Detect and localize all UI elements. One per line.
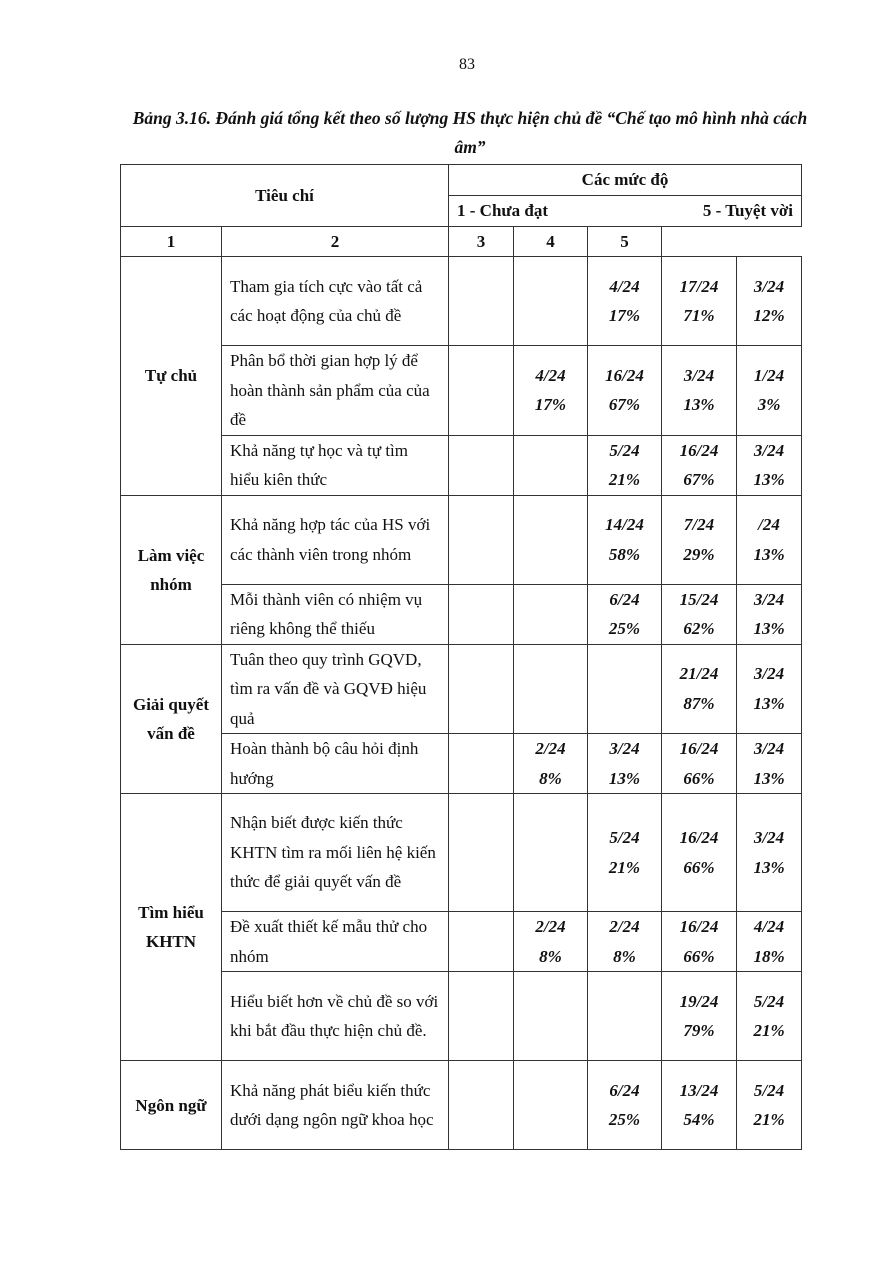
header-row-top <box>121 165 802 196</box>
level-4-cell <box>662 435 737 495</box>
count-value: 6/24 <box>609 589 640 609</box>
count-value: 21/24 <box>679 664 719 684</box>
count-value: 3/24 <box>753 276 785 296</box>
group-label: Tự chủ <box>121 257 222 496</box>
table-row <box>121 495 802 584</box>
count-value: 6/24 <box>609 1080 640 1100</box>
criterion-cell: Khả năng hợp tác của HS với các thành viên trong nhóm <box>222 495 449 584</box>
percent-value: 54% <box>683 1110 715 1129</box>
level-3-cell <box>588 644 662 734</box>
level-1-cell <box>449 346 514 436</box>
criterion-cell: Tham gia tích cực vào tất cả các hoạt động của chủ đề <box>222 257 449 346</box>
count-value: 1/24 <box>753 365 785 385</box>
level-2-header: 2 <box>222 227 449 257</box>
header-row-levels <box>121 227 802 257</box>
percent-value: 13% <box>753 768 785 788</box>
table-row <box>121 346 802 436</box>
level-2-cell <box>514 346 588 436</box>
percent-value: 62% <box>683 619 715 638</box>
count-value: 3/24 <box>753 739 785 758</box>
level-4-cell <box>662 1061 737 1150</box>
percent-value: 67% <box>608 395 641 415</box>
percent-value: 79% <box>683 1021 715 1040</box>
percent-value: 66% <box>683 857 715 877</box>
level-2-cell <box>514 644 588 734</box>
percent-value: 13% <box>683 395 715 415</box>
percent-value: 66% <box>683 768 715 788</box>
count-value: 2/24 <box>609 917 640 936</box>
count-value: 5/24 <box>753 1080 785 1100</box>
criterion-cell: Phân bổ thời gian hợp lý để hoàn thành sản phẩm của của đề <box>222 346 449 436</box>
count-value: /24 <box>758 515 780 534</box>
percent-value: 66% <box>683 946 715 966</box>
count-value: 16/24 <box>679 828 719 847</box>
level-3-cell <box>588 435 662 495</box>
criterion-cell: Khả năng tự học và tự tìm hiểu kiên thức <box>222 435 449 495</box>
count-value: 14/24 <box>605 515 644 534</box>
level-4-cell <box>662 346 737 436</box>
level-3-cell <box>588 794 662 912</box>
percent-value: 87% <box>683 693 715 713</box>
percent-value: 3% <box>757 395 781 415</box>
percent-value: 67% <box>683 470 715 489</box>
level-3-cell <box>588 584 662 644</box>
percent-value: 21% <box>608 470 641 489</box>
count-value: 16/24 <box>679 440 719 460</box>
percent-value: 13% <box>753 693 785 713</box>
percent-value: 13% <box>753 619 785 638</box>
table-row <box>121 257 802 346</box>
level-2-cell <box>514 794 588 912</box>
percent-value: 25% <box>608 1110 641 1129</box>
count-value: 5/24 <box>609 440 640 460</box>
level-5-cell <box>737 495 802 584</box>
level-1-cell <box>449 972 514 1061</box>
scale-header <box>449 196 802 227</box>
percent-value: 17% <box>534 395 567 415</box>
table-row <box>121 912 802 972</box>
percent-value: 8% <box>613 946 636 966</box>
percent-value: 21% <box>608 857 641 877</box>
scale-high-label: 5 - Tuyệt vời <box>702 201 794 220</box>
levels-header: Các mức độ <box>449 165 802 196</box>
count-value: 19/24 <box>679 991 719 1011</box>
scale-low-label: 1 - Chưa đạt <box>457 201 548 220</box>
criterion-cell: Hoàn thành bộ câu hỏi định hướng <box>222 734 449 794</box>
count-value: 3/24 <box>753 440 785 460</box>
group-label: Tìm hiểu KHTN <box>121 794 222 1061</box>
level-5-cell <box>737 257 802 346</box>
count-value: 5/24 <box>753 991 785 1011</box>
count-value: 3/24 <box>753 664 785 684</box>
level-2-cell <box>514 972 588 1061</box>
level-5-cell <box>737 794 802 912</box>
level-5-header: 5 <box>588 227 662 257</box>
percent-value: 71% <box>683 306 715 325</box>
level-3-cell <box>588 1061 662 1150</box>
group-label: Ngôn ngữ <box>121 1061 222 1150</box>
count-value: 16/24 <box>605 365 644 385</box>
level-4-cell <box>662 972 737 1061</box>
table-row <box>121 644 802 734</box>
table-row <box>121 584 802 644</box>
level-4-cell <box>662 912 737 972</box>
percent-value: 58% <box>608 544 641 564</box>
level-1-header: 1 <box>121 227 222 257</box>
criteria-header: Tiêu chí <box>121 165 449 227</box>
percent-value: 13% <box>753 857 785 877</box>
percent-value: 12% <box>753 306 785 325</box>
level-1-cell <box>449 912 514 972</box>
level-1-cell <box>449 435 514 495</box>
level-1-cell <box>449 495 514 584</box>
level-1-cell <box>449 584 514 644</box>
page-number: 83 <box>459 56 475 73</box>
percent-value: 21% <box>753 1110 785 1129</box>
level-3-header: 3 <box>449 227 514 257</box>
level-2-cell <box>514 257 588 346</box>
count-value: 3/24 <box>609 739 640 758</box>
table-row <box>121 972 802 1061</box>
level-3-cell <box>588 495 662 584</box>
count-value: 2/24 <box>535 917 566 936</box>
count-value: 7/24 <box>683 515 715 534</box>
table-row <box>121 1061 802 1150</box>
level-4-cell <box>662 734 737 794</box>
percent-value: 13% <box>753 544 785 564</box>
level-2-cell <box>514 435 588 495</box>
level-5-cell <box>737 972 802 1061</box>
level-5-cell <box>737 1061 802 1150</box>
percent-value: 17% <box>608 306 641 325</box>
count-value: 3/24 <box>753 828 785 847</box>
criterion-cell: Đề xuất thiết kế mẫu thử cho nhóm <box>222 912 449 972</box>
level-2-cell <box>514 734 588 794</box>
criterion-cell: Mỗi thành viên có nhiệm vụ riêng không thể thiếu <box>222 584 449 644</box>
level-1-cell <box>449 644 514 734</box>
level-4-cell <box>662 584 737 644</box>
percent-value: 18% <box>753 946 785 966</box>
level-5-cell <box>737 734 802 794</box>
count-value: 3/24 <box>683 365 715 385</box>
level-3-cell <box>588 912 662 972</box>
count-value: 16/24 <box>679 739 719 758</box>
level-3-cell <box>588 734 662 794</box>
level-5-cell <box>737 584 802 644</box>
count-value: 2/24 <box>535 739 566 758</box>
level-2-cell <box>514 584 588 644</box>
level-3-cell <box>588 257 662 346</box>
table-row <box>121 734 802 794</box>
level-2-cell <box>514 495 588 584</box>
table-row <box>121 794 802 912</box>
level-1-cell <box>449 257 514 346</box>
table-body <box>121 165 802 1150</box>
count-value: 3/24 <box>753 589 785 609</box>
level-1-cell <box>449 1061 514 1150</box>
level-1-cell <box>449 794 514 912</box>
level-3-cell <box>588 972 662 1061</box>
criterion-cell: Tuân theo quy trình GQVD, tìm ra vấn đề và GQVĐ hiệu quả <box>222 644 449 734</box>
evaluation-table <box>120 164 802 1150</box>
count-value: 13/24 <box>679 1080 719 1100</box>
count-value: 16/24 <box>679 917 719 936</box>
criterion-cell: Hiểu biết hơn về chủ đề so với khi bắt đầu thực hiện chủ đề. <box>222 972 449 1061</box>
count-value: 4/24 <box>753 917 785 936</box>
level-4-header: 4 <box>514 227 588 257</box>
count-value: 15/24 <box>679 589 719 609</box>
percent-value: 29% <box>683 544 715 564</box>
level-3-cell <box>588 346 662 436</box>
level-4-cell <box>662 794 737 912</box>
table-row <box>121 435 802 495</box>
percent-value: 13% <box>753 470 785 489</box>
count-value: 5/24 <box>609 828 640 847</box>
count-value: 17/24 <box>679 276 719 296</box>
group-label: Giải quyết vấn đề <box>121 644 222 794</box>
level-5-cell <box>737 435 802 495</box>
percent-value: 8% <box>539 946 562 966</box>
level-4-cell <box>662 495 737 584</box>
level-4-cell <box>662 257 737 346</box>
percent-value: 8% <box>539 768 562 788</box>
level-4-cell <box>662 644 737 734</box>
group-label: Làm việc nhóm <box>121 495 222 644</box>
count-value: 4/24 <box>609 276 640 296</box>
level-5-cell <box>737 346 802 436</box>
count-value: 4/24 <box>535 365 566 385</box>
percent-value: 13% <box>608 768 641 788</box>
level-2-cell <box>514 912 588 972</box>
table-caption: Bảng 3.16. Đánh giá tổng kết theo số lượng HS thực hiện chủ đề “Chế tạo mô hình nhà cách âm” <box>132 108 808 157</box>
criterion-cell: Khả năng phát biểu kiến thức dưới dạng ngôn ngữ khoa học <box>222 1061 449 1150</box>
level-1-cell <box>449 734 514 794</box>
level-2-cell <box>514 1061 588 1150</box>
percent-value: 25% <box>608 619 641 638</box>
percent-value: 21% <box>753 1021 785 1040</box>
level-5-cell <box>737 644 802 734</box>
level-5-cell <box>737 912 802 972</box>
criterion-cell: Nhận biết được kiến thức KHTN tìm ra mối liên hệ kiến thức để giải quyết vấn đề <box>222 794 449 912</box>
